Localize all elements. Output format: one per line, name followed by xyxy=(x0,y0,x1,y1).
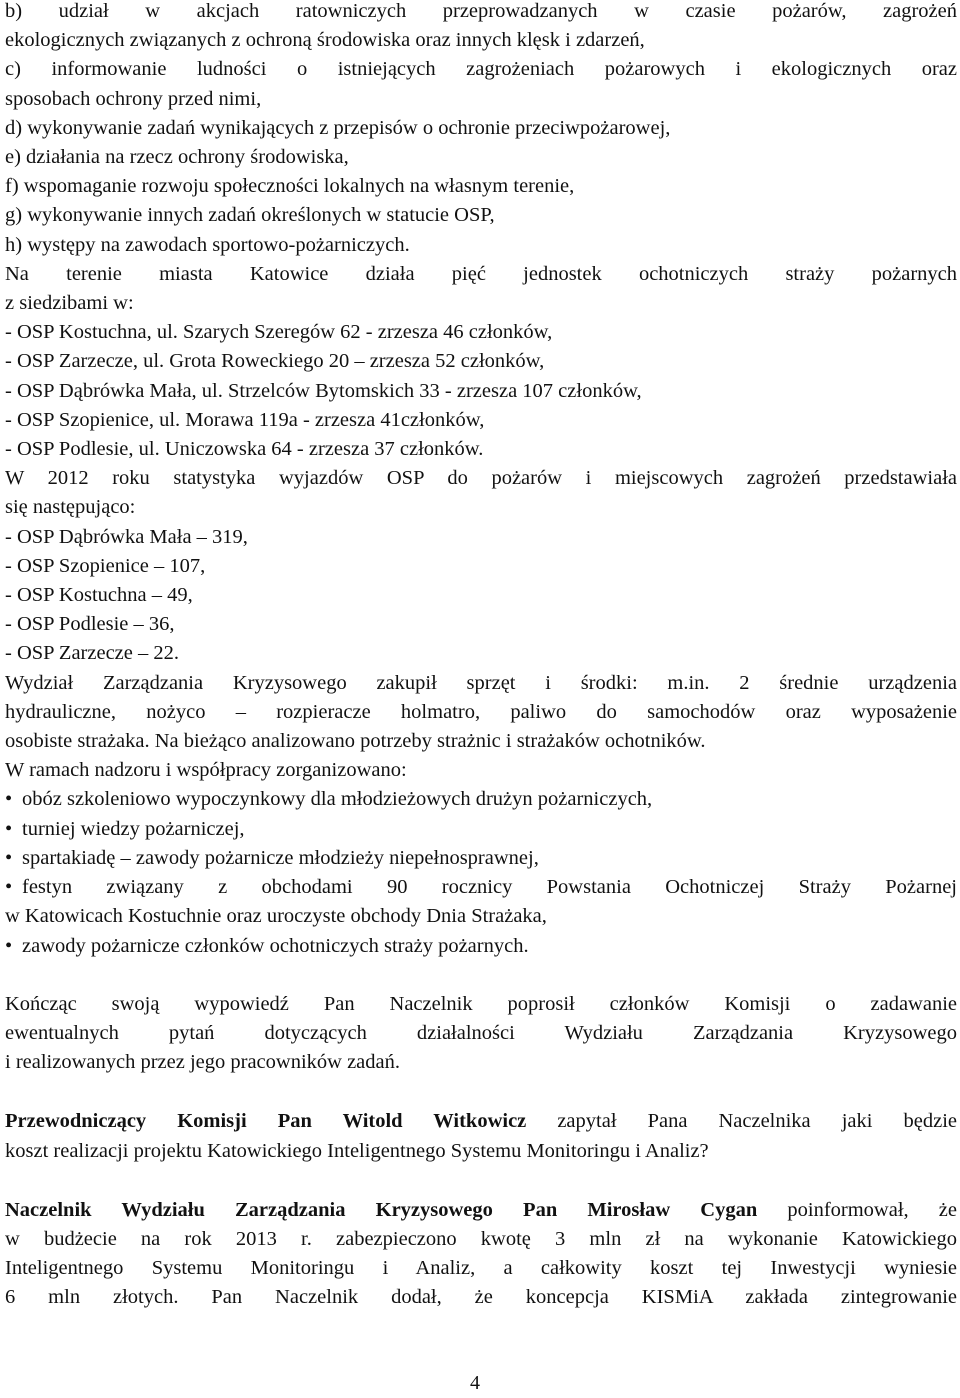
stats-list xyxy=(5,523,957,669)
bullet-item xyxy=(5,815,957,844)
text-line: e) działania na rzecz ochrony środowiska, xyxy=(5,146,349,169)
bullet-dot-icon: • xyxy=(5,934,13,957)
text-line: hydrauliczne, nożyco – rozpieracze holmatro, paliwo do samochodów oraz wyposażenie xyxy=(5,700,957,723)
text-line: Na terenie miasta Katowice działa pięć jednostek ochotniczych straży pożarnych xyxy=(5,262,957,285)
text-line: - OSP Zarzecze, ul. Grota Roweckiego 20 – zrzesza 52 członków, xyxy=(5,350,545,373)
text-line: Wydział Zarządzania Kryzysowego zakupił sprzęt i środki: m.in. 2 średnie urządzenia xyxy=(5,671,957,694)
bullet-dot-icon: • xyxy=(5,817,13,840)
osp-intro-paragraph xyxy=(5,260,957,318)
document-page xyxy=(5,0,957,1313)
text-line: z siedzibami w: xyxy=(5,292,134,315)
question-line: koszt realizacji projektu Katowickiego Inteligentnego Systemu Monitoringu i Analiz? xyxy=(5,1139,709,1162)
bullet-text: obóz szkoleniowo wypoczynkowy dla młodzieżowych drużyn pożarniczych, xyxy=(22,788,653,811)
text-line: h) występy na zawodach sportowo-pożarniczych. xyxy=(5,233,410,256)
bullet-dot-icon: • xyxy=(5,876,13,899)
text-line: Kończąc swoją wypowiedź Pan Naczelnik poprosił członków Komisji o zadawanie xyxy=(5,992,957,1015)
bullet-text: zawody pożarnicze członków ochotniczych straży pożarnych. xyxy=(22,934,529,957)
bullet-item xyxy=(5,932,957,961)
bullet-text: w Katowicach Kostuchnie oraz uroczyste obchody Dnia Strażaka, xyxy=(5,905,547,928)
text-line: sposobach ochrony przed nimi, xyxy=(5,87,262,110)
answer-line: w budżecie na rok 2013 r. zabezpieczono kwotę 3 mln zł na wykonanie Katowickiego xyxy=(5,1227,957,1250)
text-line: W 2012 roku statystyka wyjazdów OSP do pożarów i miejscowych zagrożeń przedstawiała xyxy=(5,467,957,490)
answer-line: 6 mln złotych. Pan Naczelnik dodał, że koncepcja KISMiA zakłada zintegrowanie xyxy=(5,1286,957,1309)
text-line: - OSP Podlesie, ul. Uniczowska 64 - zrzesza 37 członków. xyxy=(5,438,484,461)
bullet-dot-icon: • xyxy=(5,788,13,811)
bullet-text: turniej wiedzy pożarniczej, xyxy=(22,817,245,840)
head-speaker-name: Naczelnik Wydziału Zarządzania Kryzysowego Pan Mirosław Cygan xyxy=(5,1198,758,1221)
paragraph-gap xyxy=(5,1166,957,1196)
bullet-item xyxy=(5,785,957,814)
text-line: - OSP Dąbrówka Mała – 319, xyxy=(5,525,248,548)
osp-units-list xyxy=(5,318,957,464)
text-line: - OSP Szopienice, ul. Morawa 119a - zrzesza 41członków, xyxy=(5,408,485,431)
answer-lines xyxy=(5,1225,957,1313)
page-number: 4 xyxy=(470,1372,480,1394)
paragraph-gap xyxy=(5,961,957,990)
answer-line xyxy=(5,1196,957,1225)
text-line: b) udział w akcjach ratowniczych przeprowadzanych w czasie pożarów, zagrożeń xyxy=(5,0,957,22)
bullet-text: festyn związany z obchodami 90 rocznicy Powstania Ochotniczej Straży Pożarnej xyxy=(22,876,957,899)
bullet-item xyxy=(5,902,957,931)
text-line: - OSP Dąbrówka Mała, ul. Strzelców Bytomskich 33 - zrzesza 107 członków, xyxy=(5,379,642,402)
text-line: - OSP Kostuchna – 49, xyxy=(5,584,193,607)
stats-intro-paragraph xyxy=(5,464,957,522)
closing-paragraph xyxy=(5,990,957,1078)
answer-paragraph xyxy=(5,1196,957,1313)
paragraph-gap xyxy=(5,1077,957,1107)
text-line: f) wspomaganie rozwoju społeczności lokalnych na własnym terenie, xyxy=(5,175,575,198)
text-line: i realizowanych przez jego pracowników zadań. xyxy=(5,1051,401,1074)
question-text: zapytał Pana Naczelnika jaki będzie xyxy=(526,1110,957,1133)
text-line: g) wykonywanie innych zadań określonych w statucie OSP, xyxy=(5,204,495,227)
question-line xyxy=(5,1107,957,1136)
text-line: - OSP Szopienice – 107, xyxy=(5,554,206,577)
supervision-intro: W ramach nadzoru i współpracy zorganizowano: xyxy=(5,759,407,782)
text-line: - OSP Zarzecze – 22. xyxy=(5,642,179,665)
text-line: się następująco: xyxy=(5,496,136,519)
bullet-item xyxy=(5,873,957,902)
equipment-paragraph xyxy=(5,669,957,757)
bullet-item xyxy=(5,844,957,873)
answer-line: Inteligentnego Systemu Monitoringu i Analiz, a całkowity koszt tej Inwestycji wyniesie xyxy=(5,1257,957,1280)
events-bullet-list xyxy=(5,785,957,960)
text-line: ewentualnych pytań dotyczących działalności Wydziału Zarządzania Kryzysowego xyxy=(5,1021,957,1044)
text-line: c) informowanie ludności o istniejących zagrożeniach pożarowych i ekologicznych oraz xyxy=(5,58,957,81)
text-line: osobiste strażaka. Na bieżąco analizowano potrzeby strażnic i strażaków ochotników. xyxy=(5,730,706,753)
text-line: - OSP Podlesie – 36, xyxy=(5,613,175,636)
text-line: d) wykonywanie zadań wynikających z przepisów o ochronie przeciwpożarowej, xyxy=(5,116,671,139)
answer-text: poinformował, że xyxy=(757,1198,958,1221)
text-line: ekologicznych związanych z ochroną środowiska oraz innych klęsk i zdarzeń, xyxy=(5,29,645,52)
text-line: - OSP Kostuchna, ul. Szarych Szeregów 62 - zrzesza 46 członków, xyxy=(5,321,553,344)
bullet-text: spartakiadę – zawody pożarnicze młodzieży niepełnosprawnej, xyxy=(22,846,539,869)
tasks-list xyxy=(5,0,957,260)
chair-speaker-name: Przewodniczący Komisji Pan Witold Witkowicz xyxy=(5,1110,527,1133)
bullet-dot-icon: • xyxy=(5,846,13,869)
question-paragraph xyxy=(5,1107,957,1165)
